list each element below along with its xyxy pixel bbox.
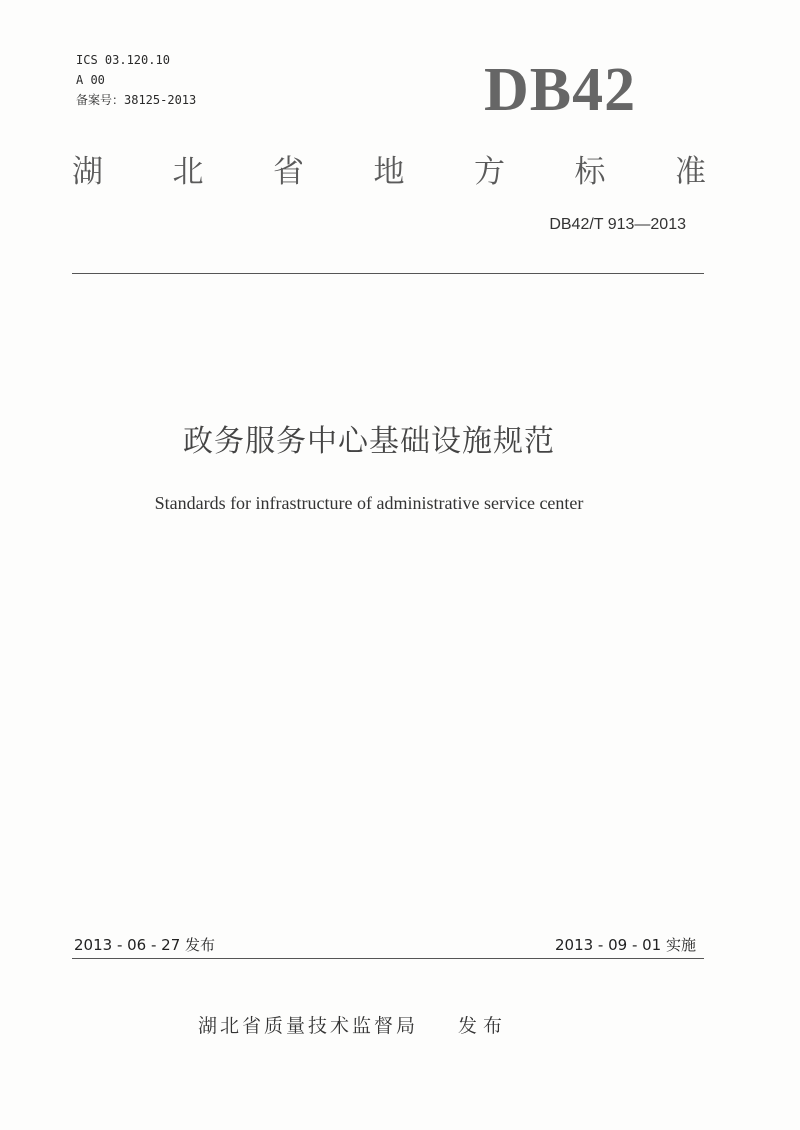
classification-block [76,50,196,110]
standard-type-char: 准 [675,154,706,190]
standard-number: DB42/T 913—2013 [549,216,686,233]
issuer-action: 发布 [458,1015,509,1037]
title-english: Standards for infrastructure of administrative service center [154,493,584,513]
record-number: 备案号：38125-2013 [76,93,197,107]
ics-code: ICS 03.120.10 [76,53,170,67]
issuer-line [198,1012,508,1040]
header-divider [72,273,704,274]
standard-type-char: 方 [474,154,505,190]
category-code: A 00 [76,73,105,87]
issue-date: 2013 - 06 - 27 发布 [74,936,216,954]
implementation-date: 2013 - 09 - 01 实施 [554,936,696,954]
standard-code-mark: DB42 [484,56,637,124]
standard-type-heading [72,150,706,194]
standard-type-char: 北 [172,154,204,190]
footer-divider [72,958,704,959]
standard-type-char: 地 [373,154,405,190]
standard-type-char: 湖 [72,154,103,190]
standard-type-char: 标 [574,154,606,190]
issuer-name: 湖北省质量技术监督局 [198,1015,419,1037]
title-chinese: 政务服务中心基础设施规范 [183,424,555,459]
standard-type-char: 省 [273,154,304,190]
